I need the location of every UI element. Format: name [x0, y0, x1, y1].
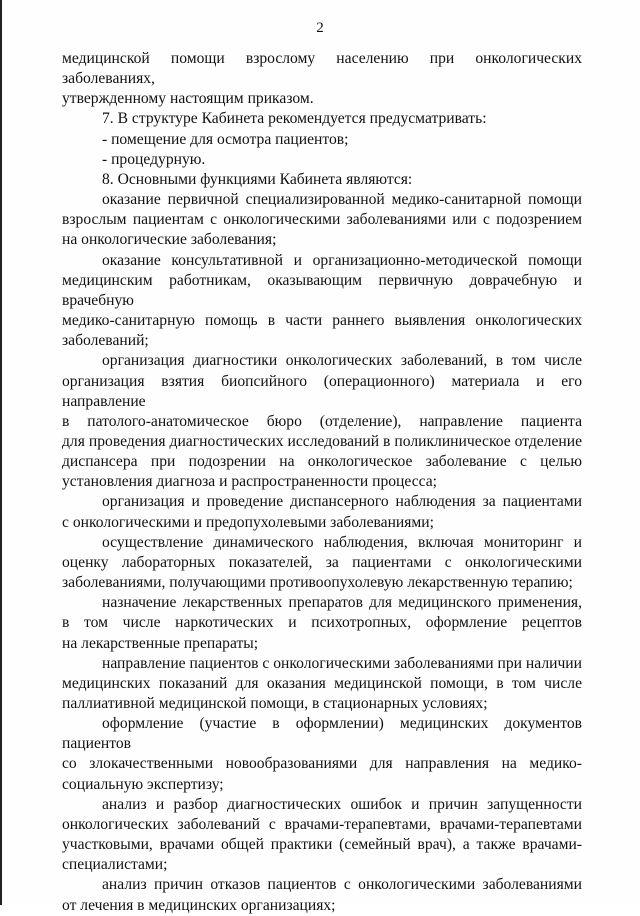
text-line: медицинских показаний для оказания медицинской помощи, в том числе	[62, 674, 582, 692]
text-line: для проведения диагностических исследований в поликлиническое отделение	[62, 432, 582, 450]
text-line: со злокачественными новообразованиями для направления на медико-	[62, 755, 582, 773]
text-line: - процедурную.	[102, 150, 206, 168]
text-line: направление пациентов с онкологическими заболеваниями при наличии	[102, 654, 582, 672]
text-line: медико-санитарную помощь в части раннего выявления онкологических	[62, 312, 582, 330]
document-body	[62, 49, 582, 916]
text-line: на лекарственные препараты;	[62, 634, 259, 652]
text-line: анализ причин отказов пациентов с онкологическими заболеваниями	[102, 876, 582, 894]
text-line: медицинским работникам, оказывающим первичную доврачебную и врачебную	[62, 271, 582, 309]
text-line: 7. В структуре Кабинета рекомендуется предусматривать:	[102, 110, 487, 128]
text-line: 8. Основными функциями Кабинета являются:	[102, 170, 413, 188]
text-line: организация диагностики онкологических заболеваний, в том числе	[102, 352, 582, 370]
text-line: в том числе наркотических и психотропных, оформление рецептов	[62, 614, 582, 632]
text-line: специалистами;	[62, 856, 168, 874]
text-line: взрослым пациентам с онкологическими заболеваниями или с подозрением	[62, 211, 582, 229]
text-line: заболеваниями, получающими противоопухолевую лекарственную терапию;	[62, 574, 573, 592]
text-line: оказание первичной специализированной медико-санитарной помощи	[102, 191, 582, 209]
text-line: от лечения в медицинских организациях;	[62, 896, 336, 914]
text-line: осуществление динамического наблюдения, включая мониторинг и	[102, 533, 582, 551]
text-line: организация и проведение диспансерного наблюдения за пациентами	[102, 493, 582, 511]
text-line: в патолого-анатомическое бюро (отделение), направление пациента	[62, 412, 582, 430]
page-number: 2	[316, 20, 324, 36]
text-line: участковыми, врачами общей практики (семейный врач), а также врачами-	[62, 836, 582, 854]
text-line: - помещение для осмотра пациентов;	[102, 130, 349, 148]
text-line: назначение лекарственных препаратов для медицинского применения,	[102, 594, 582, 612]
text-line: оказание консультативной и организационно-методической помощи	[102, 251, 582, 269]
text-line: на онкологические заболевания;	[62, 231, 277, 249]
text-line: онкологических заболеваний с врачами-терапевтами, врачами-терапевтами	[62, 815, 582, 833]
text-line: медицинской помощи взрослому населению при онкологических заболеваниях,	[62, 50, 582, 88]
page-edge-shadow	[0, 0, 2, 905]
text-line: анализ и разбор диагностических ошибок и причин запущенности	[102, 795, 582, 813]
text-line: паллиативной медицинской помощи, в стационарных условиях;	[62, 695, 488, 712]
text-line: диспансера при подозрении на онкологическое заболевание с целью	[62, 453, 582, 471]
text-line: с онкологическими и предопухолевыми заболеваниями;	[62, 513, 434, 531]
text-line: оценку лабораторных показателей, за пациентами с онкологическими	[62, 553, 582, 571]
text-line: утвержденному настоящим приказом.	[62, 90, 314, 108]
text-line: оформление (участие в оформлении) медицинских документов пациентов	[62, 715, 582, 753]
text-line: заболеваний;	[62, 332, 149, 350]
text-line: установления диагноза и распространенности процесса;	[62, 473, 437, 491]
text-line: организация взятия биопсийного (операционного) материала и его направление	[62, 372, 582, 410]
text-line: социальную экспертизу;	[62, 775, 224, 793]
